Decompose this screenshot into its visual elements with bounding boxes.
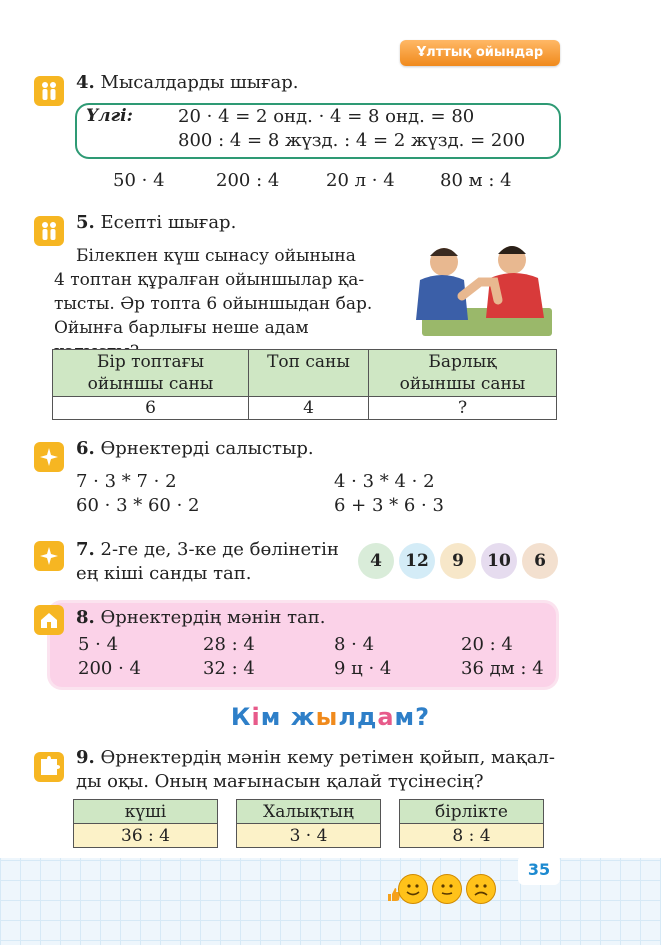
card-word: бірлікте — [400, 800, 544, 824]
task7-text — [76, 538, 339, 586]
expression: 36 дм : 4 — [461, 658, 544, 679]
title-letter: ж — [290, 703, 316, 731]
task6-left-column — [76, 470, 200, 518]
title-letter: м — [394, 703, 416, 731]
table-header-cell — [53, 350, 249, 397]
header-line: Топ саны — [267, 352, 350, 372]
proverb-card — [399, 799, 544, 848]
task4-heading — [76, 72, 298, 93]
title-letter: і — [251, 703, 261, 731]
title-letter: д — [356, 703, 378, 731]
expression: 20 : 4 — [461, 634, 513, 655]
expression: 5 · 4 — [78, 634, 119, 655]
task6-right-column — [334, 470, 444, 518]
task5-title: Есепті шығар. — [100, 212, 237, 233]
title-letter — [281, 703, 290, 731]
card-expression: 36 : 4 — [74, 824, 218, 848]
task5-heading — [76, 212, 236, 233]
sample-line-1: 20 · 4 = 2 онд. · 4 = 8 онд. = 80 — [178, 106, 475, 127]
number-circle: 10 — [481, 543, 517, 579]
neutral-face-icon — [432, 874, 462, 904]
comparison: 6 + 3 * 6 · 3 — [334, 495, 444, 516]
task5-number: 5. — [76, 212, 95, 233]
puzzle-icon — [34, 752, 64, 782]
exercise: 200 : 4 — [216, 170, 280, 191]
task9-line: ды оқы. Оның мағынасын қалай түсінесің? — [76, 771, 484, 792]
exercise: 20 л · 4 — [326, 170, 395, 191]
title-letter: К — [230, 703, 252, 731]
title-letter: ы — [315, 703, 339, 731]
table-cell: 4 — [249, 397, 369, 420]
title-letter: а — [377, 703, 395, 731]
happy-face-icon — [398, 874, 428, 904]
card-word: күші — [74, 800, 218, 824]
task9-number: 9. — [76, 747, 95, 768]
task9-line: Өрнектердің мәнін кему ретімен қойып, мақал- — [100, 747, 555, 768]
expression: 32 : 4 — [203, 658, 255, 679]
task6-title: Өрнектерді салыстыр. — [100, 438, 314, 459]
exercise: 50 · 4 — [113, 170, 165, 191]
task8-number: 8. — [76, 607, 95, 628]
table-header-cell — [369, 350, 557, 397]
task4-title: Мысалдарды шығар. — [100, 72, 299, 93]
comparison: 7 · 3 * 7 · 2 — [76, 471, 177, 492]
house-icon — [34, 605, 64, 635]
expression: 28 : 4 — [203, 634, 255, 655]
text-line: 4 топтан құралған ойыншылар қа- — [54, 270, 365, 290]
expression: 200 · 4 — [78, 658, 141, 679]
comparison: 4 · 3 * 4 · 2 — [334, 471, 435, 492]
who-faster-title — [0, 703, 661, 731]
card-expression: 3 · 4 — [237, 824, 381, 848]
task6-heading — [76, 438, 314, 459]
sample-line-2: 800 : 4 = 8 жүзд. : 4 = 2 жүзд. = 200 — [178, 130, 526, 151]
number-circle: 4 — [358, 543, 394, 579]
header-line: Барлық — [428, 352, 497, 372]
table-cell: 6 — [53, 397, 249, 420]
task9-text — [76, 746, 555, 794]
title-letter: м — [260, 703, 282, 731]
card-expression: 8 : 4 — [400, 824, 544, 848]
header-line: ойыншы саны — [399, 374, 526, 394]
task5-table — [52, 349, 557, 420]
header-line: Бір топтағы — [96, 352, 205, 372]
topic-badge: Ұлттық ойындар — [400, 40, 560, 66]
card-word: Халықтың — [237, 800, 381, 824]
task5-text — [54, 244, 392, 364]
text-line: Білекпен күш сынасу ойынына — [76, 246, 356, 266]
number-circle: 12 — [399, 543, 435, 579]
task7-line: 2-ге де, 3-ке де бөлінетін — [100, 539, 339, 560]
text-line: Ойынға барлығы неше адам қатысты? — [54, 318, 309, 362]
sparkle-icon — [34, 442, 64, 472]
task7-line: ең кіші санды тап. — [76, 563, 252, 584]
comparison: 60 · 3 * 60 · 2 — [76, 495, 200, 516]
title-letter: л — [338, 703, 357, 731]
task8-heading — [76, 607, 325, 628]
number-circle: 6 — [522, 543, 558, 579]
arm-wrestling-illustration — [402, 240, 560, 338]
table-header-row — [53, 350, 557, 397]
task4-number: 4. — [76, 72, 95, 93]
expression: 8 · 4 — [334, 634, 375, 655]
number-circle: 9 — [440, 543, 476, 579]
exercise: 80 м : 4 — [440, 170, 512, 191]
text-line: тысты. Әр топта 6 ойыншыдан бар. — [54, 294, 373, 314]
sad-face-icon — [466, 874, 496, 904]
table-cell: ? — [369, 397, 557, 420]
header-line: ойыншы саны — [87, 374, 214, 394]
task7-number: 7. — [76, 539, 95, 560]
title-letter: ? — [415, 703, 431, 731]
pair-work-icon — [34, 76, 64, 106]
task8-title: Өрнектердің мәнін тап. — [100, 607, 326, 628]
task6-number: 6. — [76, 438, 95, 459]
pair-work-icon — [34, 216, 64, 246]
sparkle-icon — [34, 541, 64, 571]
table-row — [53, 397, 557, 420]
proverb-card — [73, 799, 218, 848]
page-number: 35 — [518, 855, 560, 885]
expression: 9 ц · 4 — [334, 658, 392, 679]
sample-label: Үлгі: — [86, 106, 133, 126]
proverb-card — [236, 799, 381, 848]
table-header-cell — [249, 350, 369, 397]
